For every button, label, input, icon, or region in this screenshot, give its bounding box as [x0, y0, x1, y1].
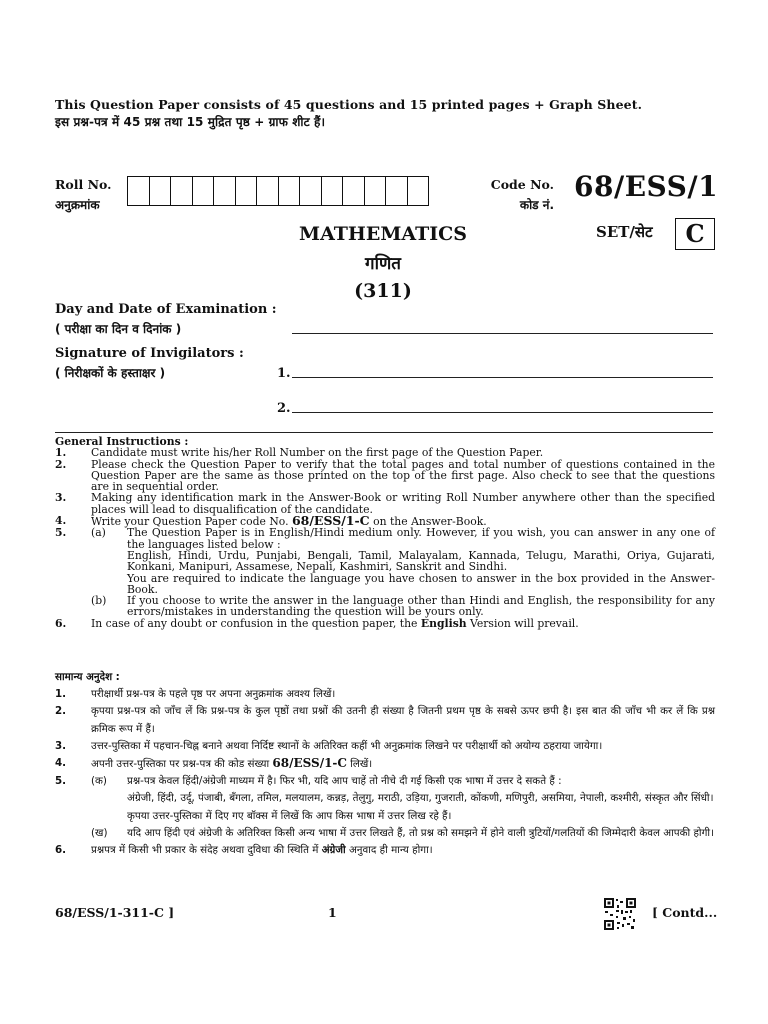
roll-box[interactable] — [150, 177, 172, 205]
invigilator-1-number: 1. — [277, 366, 291, 381]
instruction-1: 1. Candidate must write his/her Roll Number on the first page of the Question Paper. — [55, 446, 544, 460]
subject-code: (311) — [354, 280, 412, 302]
continued-label: [ Contd... — [652, 905, 718, 920]
set-box: C — [675, 218, 715, 250]
hindi-instruction-5: 5. (क) प्रश्न-पत्र केवल हिंदी/अंग्रेजी माध्यम में है। फिर भी, यदि आप चाहें तो नीचे दी गई किसी एक भाषा में उत्तर दे सकते हैं : अंग्रेजी, हिंदी, उर्दू, पंजाबी, बँगला, तमिल, मलयालम, कन्नड़, तेलुगु, मराठी, उड़िया, गुजराती, कोंकणी, मणिपुरी, असमिया, नेपाली, कश्मीरी, संस्कृत और सिंधी। कृपया उत्तर-पुस्तिका में दिए गए बॉक्स में लिखें कि आप किस भाषा में उत्तर लिख रहे हैं। (ख) यदि आप हिंदी एवं अंग्रेजी के अतिरिक्त किसी अन्य भाषा में उत्तर लिखते हैं, तो प्रश्न को समझने में होने वाली त्रुटियों/गलतियों की जिम्मेदारी केवल आपकी होगी। — [55, 773, 715, 842]
instruction-3: 3. Making any identification mark in the Answer-Book or writing Roll Number anywhere other than the specified places will lead to disqualification of the candidate. — [55, 491, 715, 516]
hindi-instruction-4: 4. अपनी उत्तर-पुस्तिका पर प्रश्न-पत्र की कोड संख्या 68/ESS/1-C लिखें। — [55, 756, 373, 771]
roll-box[interactable] — [128, 177, 150, 205]
invigilator-2-line[interactable] — [292, 412, 713, 413]
roll-box[interactable] — [322, 177, 344, 205]
code-label-hi: कोड नं. — [519, 198, 554, 212]
roll-number-label — [55, 175, 111, 215]
roll-box[interactable] — [343, 177, 365, 205]
roll-box[interactable] — [193, 177, 215, 205]
code-number: 68/ESS/1 — [574, 170, 719, 203]
code-label-en: Code No. — [490, 177, 554, 192]
instruction-4: 4. Write your Question Paper code No. 68/ESS/1-C on the Answer-Book. — [55, 513, 487, 529]
roll-box[interactable] — [257, 177, 279, 205]
header-hindi: इस प्रश्न-पत्र में 45 प्रश्न तथा 15 मुद्रित पृष्ठ + ग्राफ शीट हैं। — [55, 115, 326, 129]
exam-date-label: Day and Date of Examination : — [55, 302, 277, 317]
general-instructions — [55, 436, 715, 629]
subject-title-hindi: गणित — [365, 254, 401, 274]
invigilator-2-number: 2. — [277, 401, 291, 416]
invigilator-1-line[interactable] — [292, 377, 713, 378]
hindi-instruction-3: 3. उत्तर-पुस्तिका में पहचान-चिह्न बनाने अथवा निर्दिष्ट स्थानों के अतिरिक्त कहीं भी अनुक्रमांक लिखने पर परीक्षार्थी को अयोग्य ठहराया जायेगा। — [55, 739, 603, 752]
roll-box[interactable] — [279, 177, 301, 205]
question-paper-code: 68/ESS/1-C — [291, 513, 370, 529]
hindi-instructions-title: सामान्य अनुदेश : — [55, 671, 120, 683]
code-label — [490, 175, 554, 215]
hindi-instruction-1: 1. परीक्षार्थी प्रश्न-पत्र के पहले पृष्ठ पर अपना अनुक्रमांक अवश्य लिखें। — [55, 688, 336, 701]
instruction-5: 5. (a) The Question Paper is in English/Hindi medium only. However, if you wish, you can answer in any one of the languages listed below : English, Hindi, Urdu, Punjabi, Bengali, Tamil, Malayalam, Kannada, Telugu, Marathi, Oriya, Gujarati, Konkani, Manipuri, Assamese, Nepali, Kashmiri, Sanskrit and Sindhi. You are required to indicate the language you have chosen to answer in the box provided in the Answer-Book. (b) If you choose to write the answer in the language other than Hindi and English, the responsibility for any errors/mistakes in understanding the question will be yours only. — [55, 526, 715, 619]
roll-box[interactable] — [236, 177, 258, 205]
roll-box[interactable] — [365, 177, 387, 205]
instruction-5b: (b) If you choose to write the answer in the language other than Hindi and English, the responsibility for any errors/mistakes in understanding the question will be yours only. — [91, 594, 715, 619]
roll-box[interactable] — [171, 177, 193, 205]
hindi-instruction-6: 6. प्रश्नपत्र में किसी भी प्रकार के संदेह अथवा दुविधा की स्थिति में अंग्रेजी अनुवाद ही मान्य होगा। — [55, 844, 433, 857]
hindi-instructions — [55, 669, 715, 859]
footer-code: 68/ESS/1-311-C ] — [55, 905, 175, 920]
roll-label-hi: अनुक्रमांक — [55, 198, 100, 212]
roll-box[interactable] — [300, 177, 322, 205]
set-label: SET/सेट — [596, 223, 653, 241]
roll-number-boxes[interactable] — [127, 176, 429, 206]
separator-line — [55, 432, 713, 433]
roll-box[interactable] — [214, 177, 236, 205]
page-number: 1 — [328, 905, 337, 920]
general-instructions-title: General Instructions : — [55, 435, 189, 448]
exam-date-label-hindi: ( परीक्षा का दिन व दिनांक ) — [55, 322, 182, 336]
qr-code-icon — [603, 897, 637, 931]
hindi-instruction-5b: (ख) यदि आप हिंदी एवं अंग्रेजी के अतिरिक्त किसी अन्य भाषा में उत्तर लिखते हैं, तो प्रश्न को समझने में होने वाली त्रुटियों/गलतियों की जिम्मेदारी केवल आपकी होगी। — [91, 826, 714, 839]
header-english: This Question Paper consists of 45 questions and 15 printed pages + Graph Sheet. — [55, 97, 643, 112]
roll-label-en: Roll No. — [55, 177, 112, 192]
instruction-2: 2. Please check the Question Paper to verify that the total pages and total number of questions contained in the Question Paper are the same as those printed on the top of the first page. Also check to see that the questions are in sequential order. — [55, 457, 715, 494]
instruction-5a: (a) The Question Paper is in English/Hindi medium only. However, if you wish, you can answer in any one of the languages listed below : English, Hindi, Urdu, Punjabi, Bengali, Tamil, Malayalam, Kannada, Telugu, Marathi, Oriya, Gujarati, Konkani, Manipuri, Assamese, Nepali, Kashmiri, Sanskrit and Sindhi. You are required to indicate the language you have chosen to answer in the box provided in the Answer-Book. — [91, 526, 715, 596]
invigilator-label: Signature of Invigilators : — [55, 346, 244, 361]
hindi-instruction-5a: (क) प्रश्न-पत्र केवल हिंदी/अंग्रेजी माध्यम में है। फिर भी, यदि आप चाहें तो नीचे दी गई किसी एक भाषा में उत्तर दे सकते हैं : अंग्रेजी, हिंदी, उर्दू, पंजाबी, बँगला, तमिल, मलयालम, कन्नड़, तेलुगु, मराठी, उड़िया, गुजराती, कोंकणी, मणिपुरी, असमिया, नेपाली, कश्मीरी, संस्कृत और सिंधी। कृपया उत्तर-पुस्तिका में दिए गए बॉक्स में लिखें कि आप किस भाषा में उत्तर लिख रहे हैं। — [91, 775, 714, 822]
instruction-6: 6. In case of any doubt or confusion in the question paper, the English Version will prevail. — [55, 616, 579, 630]
hindi-instruction-2: 2. कृपया प्रश्न-पत्र को जाँच लें कि प्रश्न-पत्र के कुल पृष्ठों तथा प्रश्नों की उतनी ही संख्या है जितनी प्रथम पृष्ठ के सबसे ऊपर छपी है। इस बात की जाँच भी कर लें कि प्रश्न क्रमिक रूप में हैं। — [55, 705, 715, 735]
subject-title: MATHEMATICS — [299, 223, 467, 245]
exam-date-line[interactable] — [292, 333, 713, 334]
invigilator-label-hindi: ( निरीक्षकों के हस्ताक्षर ) — [55, 366, 166, 380]
roll-box[interactable] — [386, 177, 408, 205]
roll-box[interactable] — [408, 177, 429, 205]
